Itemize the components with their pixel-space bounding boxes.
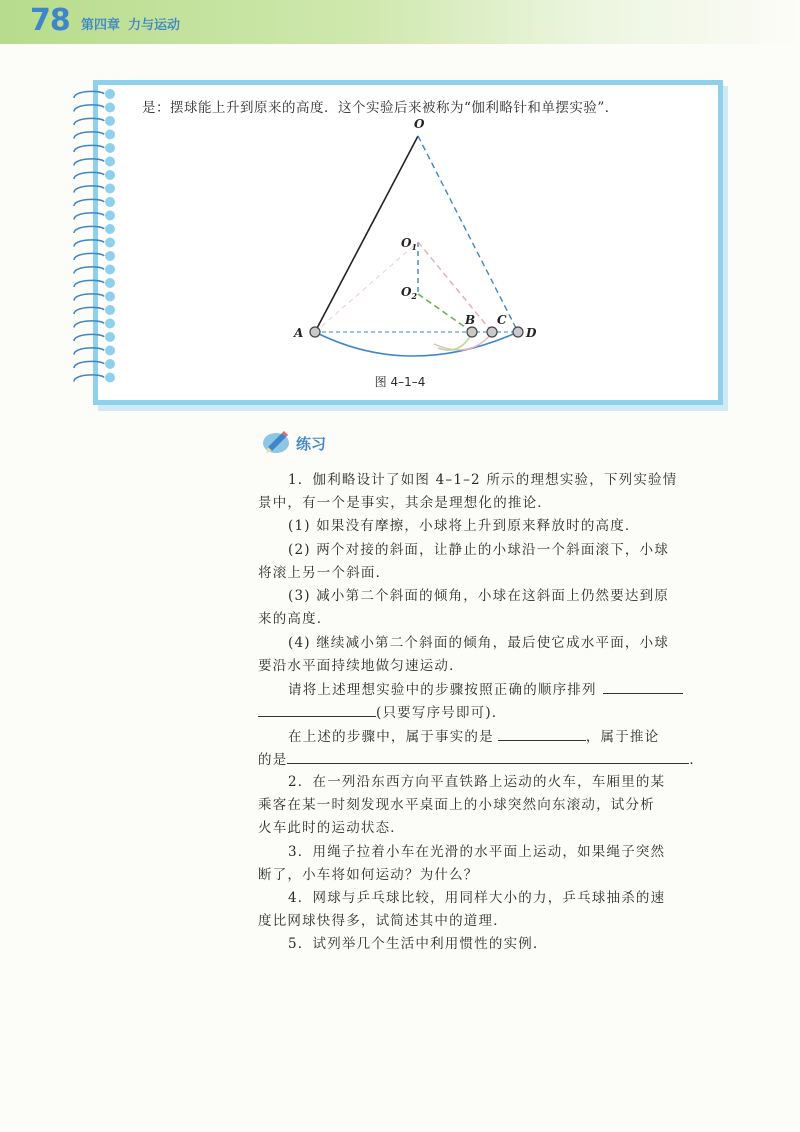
label-o: O	[414, 117, 425, 131]
spiral-ring	[74, 294, 104, 301]
spiral-hole	[105, 89, 115, 99]
spiral-hole	[105, 305, 115, 315]
q3-line1: 3．用绳子拉着小车在光滑的水平面上运动，如果绳子突然	[288, 844, 666, 860]
q5-line1: 5．试列举几个生活中利用惯性的实例．	[288, 936, 548, 952]
spiral-hole	[105, 170, 115, 180]
q4-line2: 度比网球快得多，试简述其中的道理．	[258, 913, 508, 929]
q1-line2: 景中，有一个是事实，其余是理想化的推论．	[258, 495, 552, 511]
inference-answer-blank[interactable]	[287, 749, 689, 764]
spiral-ring	[74, 132, 104, 139]
q1-statement-3b: 来的高度．	[258, 611, 332, 627]
spiral-ring	[74, 280, 104, 287]
q1-inference-prompt: 的是 ．	[258, 749, 704, 770]
spiral-ring	[74, 172, 104, 179]
q4-line1: 4．网球与乒乓球比较，用同样大小的力，乒乓球抽杀的速	[288, 890, 666, 906]
spiral-ring	[74, 321, 104, 328]
chapter-title: 力与运动	[128, 18, 181, 33]
box-text: 是：摆球能上升到原来的高度．这个实验后来被称为“伽利略针和单摆实验”．	[142, 100, 619, 116]
spiral-ring	[74, 159, 104, 166]
spiral-hole	[105, 238, 115, 248]
ball-d	[513, 327, 523, 337]
label-o2: $O_2$	[401, 285, 418, 301]
q1-statement-1: (1) 如果没有摩擦，小球将上升到原来释放时的高度．	[288, 518, 640, 534]
ball-a	[310, 327, 320, 337]
spiral-ring	[74, 118, 104, 125]
page-number: 78	[30, 3, 70, 38]
spiral-hole	[105, 211, 115, 221]
spiral-ring	[74, 226, 104, 233]
spiral-hole	[105, 143, 115, 153]
line-o-d	[418, 136, 518, 332]
spiral-hole	[105, 278, 115, 288]
spiral-hole	[105, 116, 115, 126]
spiral-hole	[105, 251, 115, 261]
fact-answer-blank[interactable]	[498, 726, 586, 741]
pencil-book-icon	[262, 427, 294, 455]
q1-order-prompt-cont: (只要写序号即可)．	[258, 702, 507, 723]
order-answer-blank-1[interactable]	[603, 679, 683, 694]
spiral-ring	[74, 240, 104, 247]
swing-arc	[315, 332, 518, 356]
spiral-ring	[74, 361, 104, 368]
spiral-hole	[105, 265, 115, 275]
q1-statement-2a: (2) 两个对接的斜面，让静止的小球沿一个斜面滚下，小球	[288, 542, 670, 558]
q1-order-prompt: 请将上述理想实验中的步骤按照正确的顺序排列	[288, 679, 683, 700]
spiral-hole	[105, 103, 115, 113]
line-o2-b	[418, 294, 472, 332]
spiral-hole	[105, 292, 115, 302]
label-a: A	[294, 326, 304, 340]
spiral-ring	[74, 348, 104, 355]
ball-c	[487, 327, 497, 337]
pendulum-diagram	[270, 108, 570, 368]
spiral-hole	[105, 224, 115, 234]
spiral-ring	[74, 307, 104, 314]
order-answer-blank-2[interactable]	[258, 702, 376, 717]
spiral-hole	[105, 197, 115, 207]
q1-statement-3a: (3) 减小第二个斜面的倾角，小球在这斜面上仍然要达到原	[288, 588, 670, 604]
spiral-ring	[74, 199, 104, 206]
spiral-ring	[74, 91, 104, 98]
chapter-label	[81, 14, 180, 33]
spiral-ring	[74, 213, 104, 220]
spiral-ring	[74, 186, 104, 193]
ball-b	[467, 327, 477, 337]
spiral-hole	[105, 346, 115, 356]
spiral-hole	[105, 359, 115, 369]
q1-statement-2b: 将滚上另一个斜面．	[258, 565, 391, 581]
spiral-hole	[105, 332, 115, 342]
spiral-ring	[74, 267, 104, 274]
label-c: C	[497, 313, 507, 327]
label-o1: $O_1$	[401, 236, 418, 252]
spiral-hole	[105, 319, 115, 329]
string-o-a	[315, 136, 418, 332]
spiral-hole	[105, 184, 115, 194]
notebook-spiral-icon	[70, 88, 130, 398]
spiral-ring	[74, 253, 104, 260]
spiral-ring	[74, 105, 104, 112]
exercise-title: 练习	[296, 435, 327, 453]
q1-statement-4a: (4) 继续减小第二个斜面的倾角，最后使它成水平面，小球	[288, 635, 670, 651]
figure-caption: 图 4–1–4	[374, 375, 426, 389]
q1-line1: 1．伽利略设计了如图 4–1–2 所示的理想实验，下列实验情	[288, 472, 678, 488]
q1-statement-4b: 要沿水平面持续地做匀速运动．	[258, 658, 464, 674]
spiral-hole	[105, 130, 115, 140]
q3-line2: 断了，小车将如何运动？为什么？	[258, 867, 479, 883]
q1-fact-prompt: 在上述的步骤中，属于事实的是 ，属于推论	[288, 726, 659, 747]
q2-line1: 2．在一列沿东西方向平直铁路上运动的火车，车厢里的某	[288, 774, 666, 790]
spiral-ring	[74, 334, 104, 341]
q2-line2: 乘客在某一时刻发现水平桌面上的小球突然向东滚动，试分析	[258, 797, 655, 813]
label-d: D	[526, 326, 537, 340]
line-o1-c	[418, 242, 492, 332]
spiral-hole	[105, 157, 115, 167]
chapter-number: 第四章	[81, 18, 121, 33]
spiral-ring	[74, 145, 104, 152]
q2-line3: 火车此时的运动状态．	[258, 820, 405, 836]
label-b: B	[465, 313, 476, 327]
arc-from-o1	[434, 333, 492, 350]
